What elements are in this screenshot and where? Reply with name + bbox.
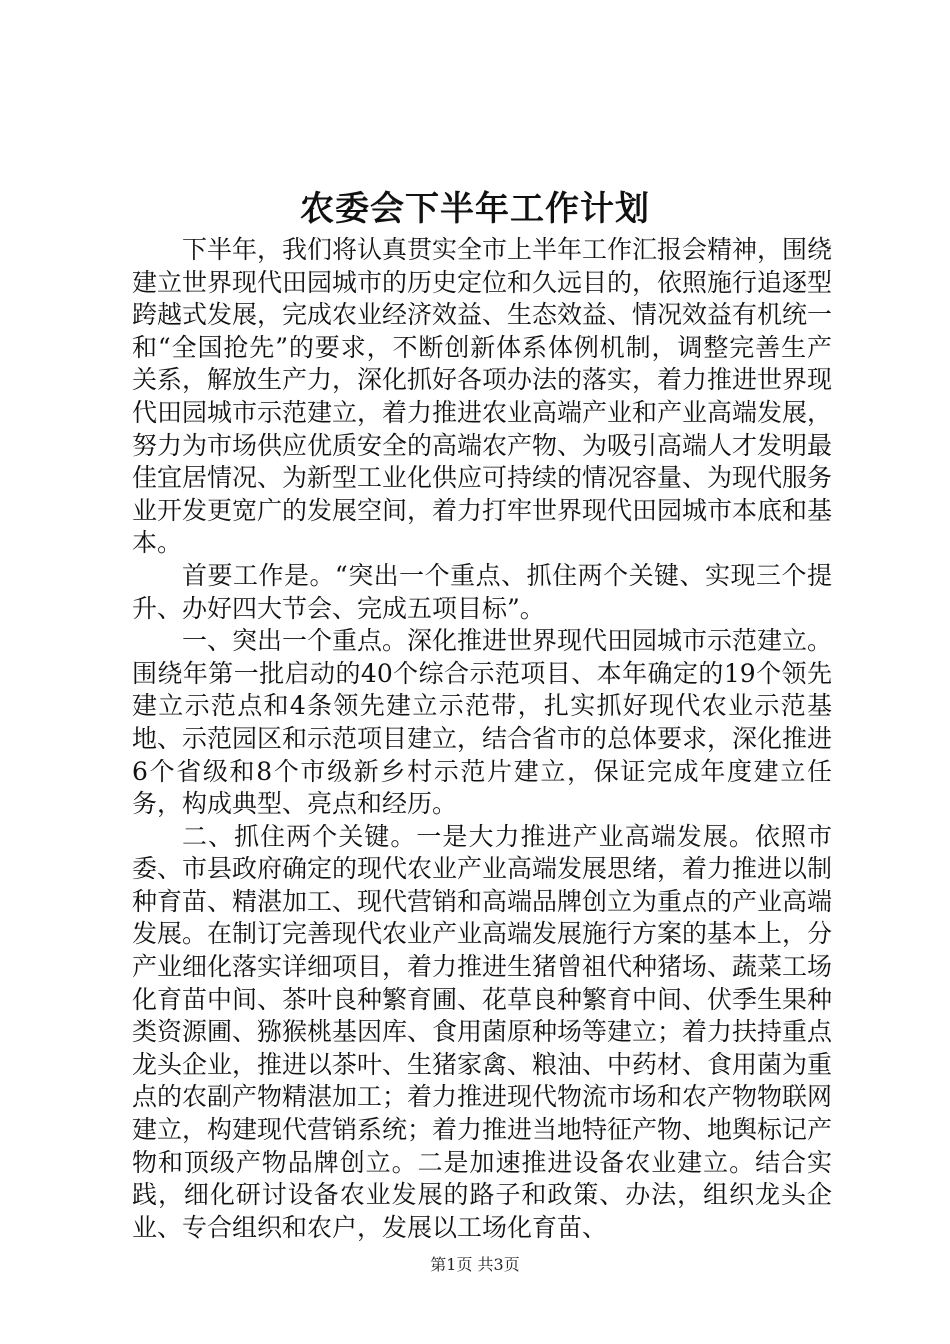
page-number-footer: 第1页 共3页 [430,1255,520,1274]
paragraph: 首要工作是。“突出一个重点、抓住两个关键、实现三个提升、办好四大节会、完成五项目标”。 [132,560,832,623]
paragraph: 二、抓住两个关键。一是大力推进产业高端发展。依照市委、市县政府确定的现代农业产业高端发展思绪，着力推进以制种育苗、精湛加工、现代营销和高端品牌创立为重点的产业高端发展。在制订完善现代农业产业高端发展施行方案的基本上，分产业细化落实详细项目，着力推进生猪曾祖代种猪场、蔬菜工场化育苗中间、茶叶良种繁育圃、花草良种繁育中间、伏季生果种类资源圃、猕猴桃基因库、食用菌原种场等建立；着力扶持重点龙头企业，推进以茶叶、生猪家禽、粮油、中药材、食用菌为重点的农副产物精湛加工；着力推进现代物流市场和农产物物联网建立，构建现代营销系统；着力推进当地特征产物、地舆标记产物和顶级产物品牌创立。二是加速推进设备农业建立。结合实践，细化研讨设备农业发展的路子和政策、办法，组织龙头企业、专合组织和农户，发展以工场化育苗、 [132,821,833,1242]
paragraph: 一、突出一个重点。深化推进世界现代田园城市示范建立。围绕年第一批启动的40个综合示范项目、本年确定的19个领先建立示范点和4条领先建立示范带，扎实抓好现代农业示范基地、示范园区和示范项目建立，结合省市的总体要求，深化推进6个省级和8个市级新乡村示范片建立，保证完成年度建立任务，构成典型、亮点和经历。 [132,626,833,819]
document-body [132,234,832,1244]
paragraph: 下半年，我们将认真贯实全市上半年工作汇报会精神，围绕建立世界现代田园城市的历史定位和久远目的，依照施行追逐型跨越式发展，完成农业经济效益、生态效益、情况效益有机统一和“全国抢先”的要求，不断创新体系体例机制，调整完善生产关系，解放生产力，深化抓好各项办法的落实，着力推进世界现代田园城市示范建立，着力推进农业高端产业和产业高端发展，努力为市场供应优质安全的高端农产物、为吸引高端人才发明最佳宜居情况、为新型工业化供应可持续的情况容量、为现代服务业开发更宽广的发展空间，着力打牢世界现代田园城市本底和基本。 [132,235,833,558]
document-title: 农委会下半年工作计划 [300,189,650,229]
